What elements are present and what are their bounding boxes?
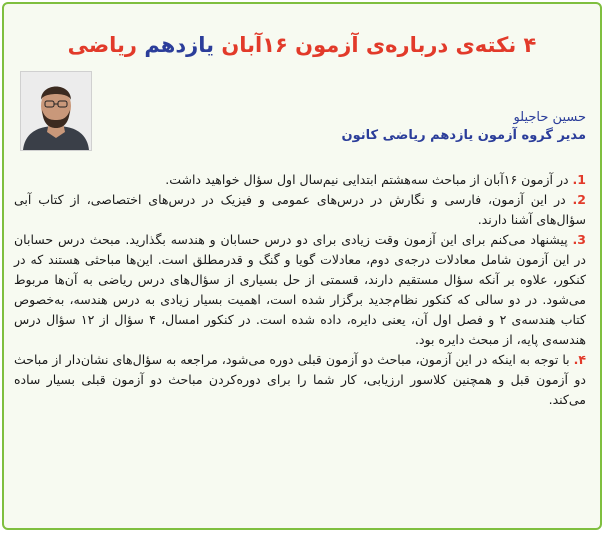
point-2-number: 2.: [572, 192, 586, 207]
author-block: [99, 109, 586, 145]
author-portrait-icon: [21, 72, 91, 150]
title-main: ۴ نکته‌ی درباره‌ی آزمون ۱۶آبان: [221, 33, 537, 57]
article-body: [14, 170, 586, 410]
point-1-text: در آزمون ۱۶آبان از مباحث سه‌هشتم ابتدایی نیم‌سال اول سؤال خواهید داشت.: [165, 172, 573, 187]
author-role: مدیر گروه آزمون یازدهم ریاضی کانون: [341, 128, 586, 143]
author-name: حسین حاجیلو: [513, 110, 586, 125]
title-tail: ریاضی: [67, 33, 138, 57]
point-3-number: 3.: [572, 232, 586, 247]
point-2-text: در این آزمون، فارسی و نگارش در درس‌های عمومی و فیزیک در درس‌های اختصاصی، از کتاب آبی سؤال‌های آشنا دارند.: [14, 192, 586, 227]
point-4-number: ۴.: [573, 352, 586, 367]
title-accent: یازدهم: [144, 33, 215, 57]
point-4-text: با توجه به اینکه در این آزمون، مباحث دو آزمون قبلی دوره می‌شود، مراجعه به سؤال‌های نشان‌دار از مباحث دو آزمون قبل و همچنین کلاسور ارزیابی، کار شما را برای دوره‌کردن مباحث دو آزمون قبلی بسیار ساده می‌کند.: [14, 352, 586, 407]
point-2: [14, 190, 586, 230]
author-photo: [20, 71, 92, 151]
point-4: [14, 350, 586, 410]
point-3: [14, 230, 586, 350]
point-3-text: پیشنهاد می‌کنم برای این آزمون وقت زیادی برای دو درس حسابان و هندسه بگذارید. مبحث درس حسابان در این آزمون شامل معادلات درجه‌ی دوم، معادلات گویا و گنگ و قدرمطلق است. این‌ها مباحثی هستند که در کنکور، علاوه بر آنکه سؤال مستقیم دارند، قسمتی از حل بسیاری از سؤال‌های درس ریاضی به آن‌ها مربوط می‌شود. در دو سالی که کنکور نظام‌جدید برگزار شده است، اهمیت بسیار زیادی به درس هندسه، به‌خصوص کتاب هندسه‌ی ۲ و فصل اول آن، یعنی دایره، داده شده است. در کنکور امسال، ۴ سؤال از ۱۲ سؤال درس هندسه‌ی پایه، از مبحث دایره بود.: [14, 232, 587, 347]
point-1-number: 1.: [572, 172, 586, 187]
article-box: [2, 2, 602, 530]
point-1: [14, 170, 586, 190]
article-title: [4, 30, 600, 60]
